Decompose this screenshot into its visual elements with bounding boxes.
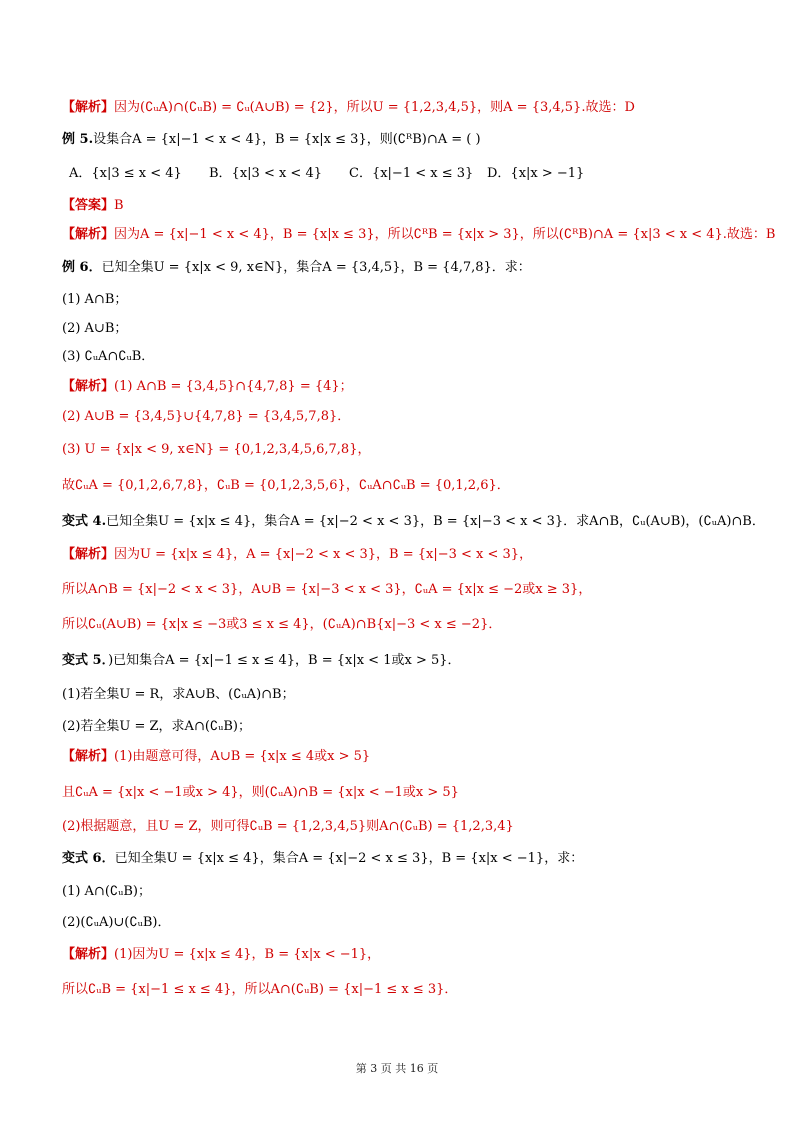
variant-label: 变式 6． [62, 851, 115, 866]
variant-6-q2: (2)(∁ᵤA)∪(∁ᵤB)． [62, 915, 171, 930]
variant-label: 变式 5． [62, 653, 109, 668]
example-6-stem [62, 258, 764, 278]
analysis-text: (1) A∩B = {3,4,5}∩{4,7,8} = {4}； [114, 379, 353, 394]
example-5-answer [62, 196, 764, 216]
variant-5-analysis-2: 且∁ᵤA = {x|x < −1或x > 4}，则(∁ᵤA)∩B = {x|x < −1或x > 5} [62, 785, 459, 800]
variant-5-q2: (2)若全集U = Z，求A∩(∁ᵤB)； [62, 719, 251, 734]
analysis-marker: 【解析】 [62, 547, 115, 562]
variant-6-analysis-2: 所以∁ᵤB = {x|−1 ≤ x ≤ 4}，所以A∩(∁ᵤB) = {x|−1 ≤ x ≤ 3}． [62, 982, 458, 997]
analysis-text: (1)由题意可得，A∪B = {x|x ≤ 4或x > 5} [114, 749, 371, 764]
example-6-q3: (3) ∁ᵤA∩∁ᵤB． [62, 349, 155, 364]
example-5-stem [62, 130, 764, 150]
analysis-marker: 【解析】 [62, 379, 115, 394]
example-label: 例 6． [62, 260, 102, 275]
example-6-q1: (1) A∩B； [62, 292, 128, 307]
question-text: 已知全集U = {x|x ≤ 4}，集合A = {x|−2 < x < 3}，B = {x|−3 < x < 3}．求A∩B，∁ᵤ(A∪B)，(∁ᵤA)∩B． [106, 514, 765, 529]
example-label: 例 5. [62, 132, 94, 147]
answer-marker: 【答案】 [62, 198, 115, 213]
example-6-analysis-3: (3) U = {x|x < 9, x∈N} = {0,1,2,3,4,5,6,7,8}， [62, 442, 371, 457]
variant-5-stem [62, 651, 764, 671]
analysis-text: 因为A = {x|−1 < x < 4}，B = {x|x ≤ 3}，所以∁ᴿB = {x|x > 3}，所以(∁ᴿB)∩A = {x|3 < x < 4}.故选：B [114, 227, 776, 242]
analysis-marker: 【解析】 [62, 947, 115, 962]
option-a: A．{x|3 ≤ x < 4} [69, 166, 182, 181]
analysis-marker: 【解析】 [62, 227, 115, 242]
example-6-q2: (2) A∪B； [62, 321, 128, 336]
page-footer: 第 3 页 共 16 页 [355, 1062, 439, 1075]
example-5-analysis [62, 225, 776, 245]
analysis-marker: 【解析】 [62, 749, 115, 764]
variant-5-analysis-3: (2)根据题意，且U = Z，则可得∁ᵤB = {1,2,3,4,5}则A∩(∁ᵤB) = {1,2,3,4} [62, 819, 514, 834]
analysis-marker: 【解析】 [62, 100, 115, 115]
variant-5-analysis-1 [62, 747, 764, 767]
option-b: B．{x|3 < x < 4} [209, 166, 322, 181]
example-6-analysis-4: 故∁ᵤA = {0,1,2,6,7,8}，∁ᵤB = {0,1,2,3,5,6}，∁ᵤA∩∁ᵤB = {0,1,2,6}． [62, 478, 510, 493]
example-6-analysis-2: (2) A∪B = {3,4,5}∪{4,7,8} = {3,4,5,7,8}． [62, 409, 351, 424]
variant-4-analysis-1 [62, 545, 764, 565]
question-text: 已知全集U = {x|x ≤ 4}，集合A = {x|−2 < x ≤ 3}，B = {x|x < −1}，求： [114, 851, 584, 866]
variant-4-analysis-3: 所以∁ᵤ(A∪B) = {x|x ≤ −3或3 ≤ x ≤ 4}，(∁ᵤA)∩B{x|−3 < x ≤ −2}． [62, 617, 502, 632]
answer-text: B [114, 198, 124, 213]
analysis-text: 因为U = {x|x ≤ 4}，A = {x|−2 < x < 3}，B = {x|−3 < x < 3}， [114, 547, 533, 562]
analysis-text: 因为(∁ᵤA)∩(∁ᵤB) = ∁ᵤ(A∪B) = {2}，所以U = {1,2,3,4,5}，则A = {3,4,5}.故选：D [114, 100, 635, 115]
question-text: 已知全集U = {x|x < 9, x∈N}，集合A = {3,4,5}，B = {4,7,8}．求： [101, 260, 531, 275]
variant-4-stem [62, 512, 764, 532]
variant-6-stem [62, 849, 764, 869]
question-text: 设集合A = {x|−1 < x < 4}，B = {x|x ≤ 3}，则(∁ᴿB)∩A = ( ) [93, 132, 481, 147]
variant-6-q1: (1) A∩(∁ᵤB)； [62, 884, 151, 899]
variant-4-analysis-2: 所以A∩B = {x|−2 < x < 3}，A∪B = {x|−3 < x < 3}，∁ᵤA = {x|x ≤ −2或x ≥ 3}， [62, 582, 592, 597]
option-c: C．{x|−1 < x ≤ 3} [349, 166, 474, 181]
variant-6-analysis-1 [62, 945, 764, 965]
option-d: D．{x|x > −1} [487, 166, 585, 181]
previous-solution-line [62, 98, 764, 118]
example-6-analysis-1 [62, 377, 764, 397]
analysis-text: (1)因为U = {x|x ≤ 4}，B = {x|x < −1}， [114, 947, 381, 962]
variant-5-q1: (1)若全集U = R，求A∪B、(∁ᵤA)∩B； [62, 687, 295, 702]
variant-label: 变式 4. [62, 514, 107, 529]
question-text: )已知集合A = {x|−1 ≤ x ≤ 4}，B = {x|x < 1或x > 5}． [108, 653, 461, 668]
